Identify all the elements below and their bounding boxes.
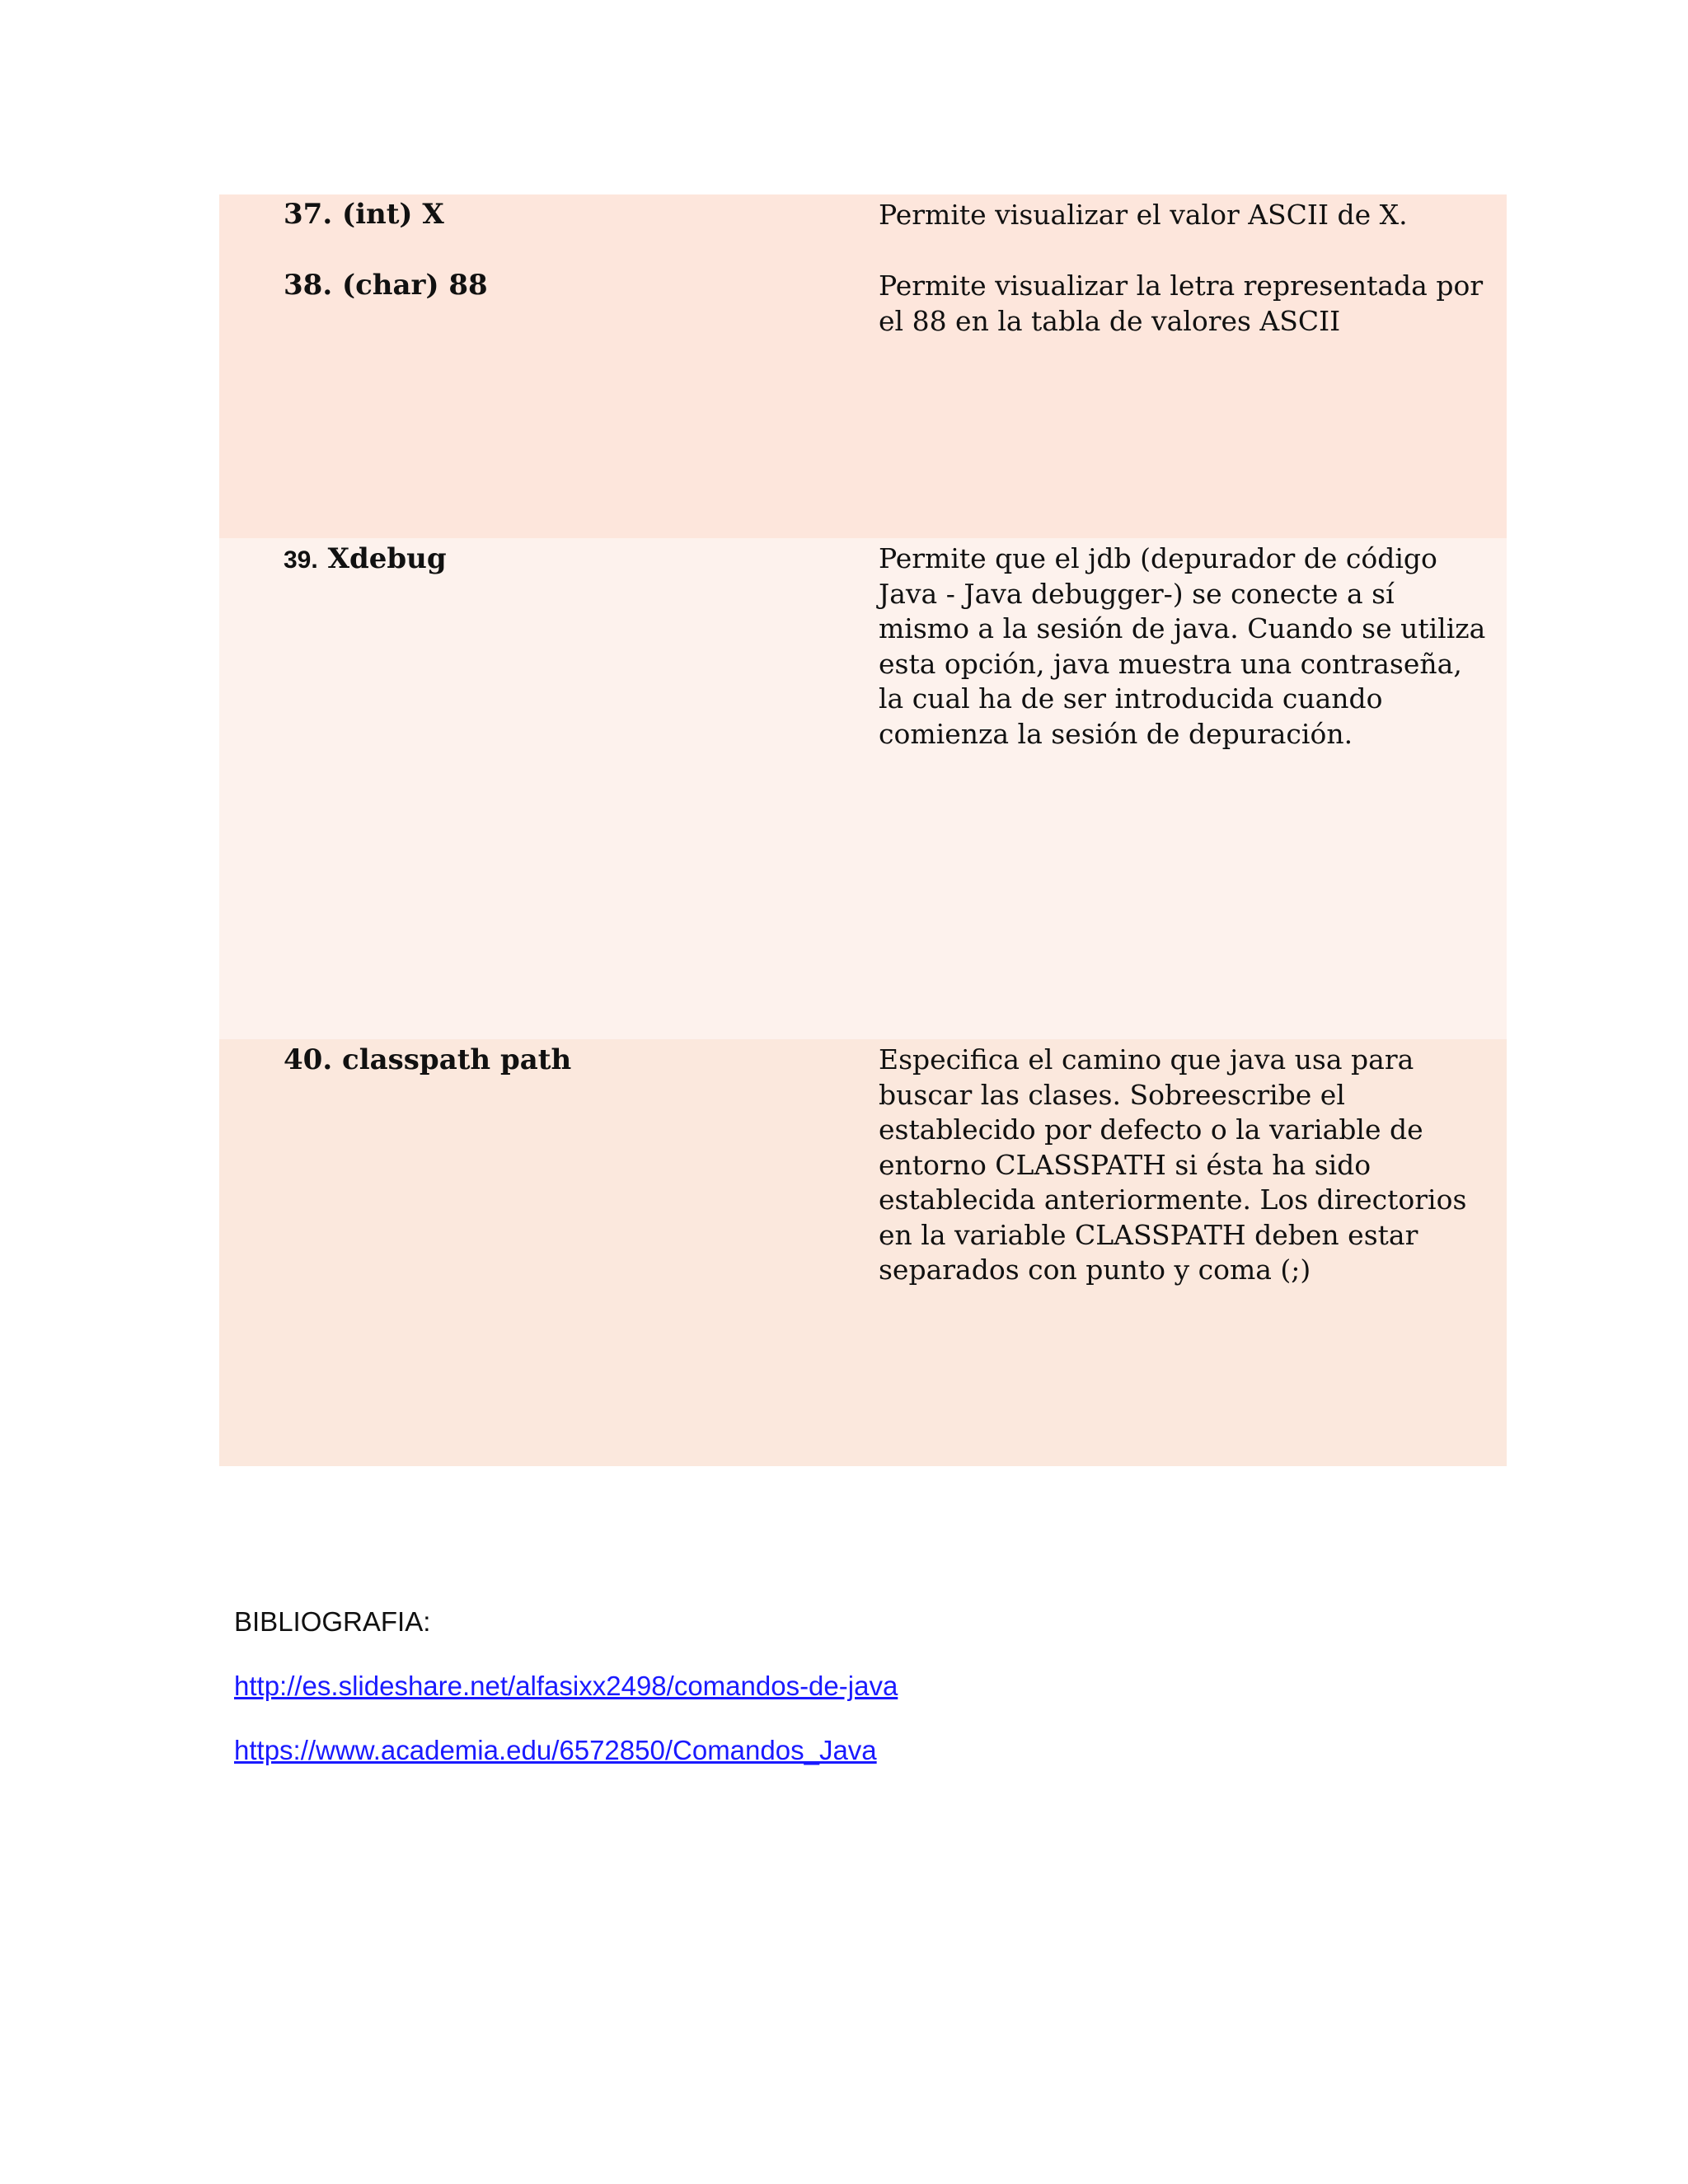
command-label [284,541,447,578]
table-row [219,1039,1507,1466]
bibliography-heading: BIBLIOGRAFIA: [234,1606,431,1637]
command-name: Xdebug [327,542,447,575]
command-description: Permite visualizar la letra representada por el 88 en la tabla de valores ASCII [879,269,1484,337]
command-description: Especifica el camino que java usa para buscar las clases. Sobreescribe el establecido por defecto o la variable de entorno CLASSPATH si ésta ha sido establecida anteriormente. Los directorios en la variable CLASSPATH deben estar separados con punto y coma (;) [879,1043,1467,1286]
command-label: 38. (char) 88 [284,269,488,302]
bibliography-link[interactable]: https://www.academia.edu/6572850/Comandos_Java [234,1735,877,1765]
bibliography-link[interactable]: http://es.slideshare.net/alfasixx2498/comandos-de-java [234,1671,898,1701]
command-description: Permite que el jdb (depurador de código Java - Java debugger-) se conecte a sí mismo a la sesión de java. Cuando se utiliza esta opción, java muestra una contraseña, la cual ha de ser introducida cuando comienza la sesión de depuración. [879,542,1486,750]
commands-table [219,194,1507,1466]
command-label: 40. classpath path [284,1043,572,1076]
command-description: Permite visualizar el valor ASCII de X. [879,199,1408,231]
table-row [219,194,1507,538]
command-label: 37. (int) X [284,198,444,231]
table-row [219,538,1507,1039]
command-number: 39. [284,546,318,574]
